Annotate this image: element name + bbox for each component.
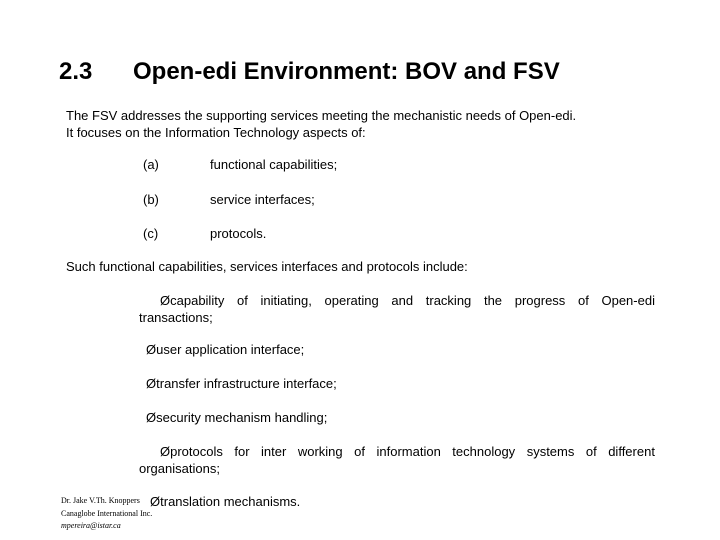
word: working	[297, 444, 343, 459]
word: for	[234, 444, 250, 459]
word: and	[391, 293, 414, 308]
word: capability	[170, 293, 225, 308]
word: of	[577, 293, 589, 308]
bullet-user-app	[146, 342, 304, 357]
item-text-a: functional capabilities;	[210, 157, 338, 172]
bullet-protocols	[160, 444, 655, 459]
footer-email: mpereira@istar.ca	[61, 521, 121, 530]
bullet-security	[146, 410, 327, 425]
section-number: 2.3	[59, 58, 93, 85]
arrow-bullet-icon: Ø	[146, 410, 157, 425]
item-text-b: service interfaces;	[210, 192, 315, 207]
footer-company: Canaglobe International Inc.	[61, 509, 153, 518]
word: the	[483, 293, 503, 308]
arrow-bullet-icon: Ø	[160, 444, 171, 459]
word: Open-edi	[601, 293, 655, 308]
word: of	[585, 444, 597, 459]
bullet-capability-cont: transactions;	[139, 310, 213, 325]
word: of	[237, 293, 248, 308]
word: operating	[324, 293, 379, 308]
arrow-bullet-icon: Ø	[150, 494, 161, 509]
arrow-bullet-icon: Ø	[160, 293, 171, 308]
word: initiating,	[260, 293, 312, 308]
bullet-text: security mechanism handling;	[156, 410, 328, 425]
bullet-text: user application interface;	[156, 342, 305, 357]
arrow-bullet-icon: Ø	[146, 342, 157, 357]
bullet-transfer	[146, 376, 337, 391]
word: systems	[526, 444, 575, 459]
intro-line-2: It focuses on the Information Technology aspects of:	[66, 125, 366, 140]
item-key-b: (b)	[143, 192, 159, 207]
item-text-c: protocols.	[210, 226, 267, 241]
word: technology	[452, 444, 516, 459]
word: different	[608, 444, 655, 459]
bullet-text: translation mechanisms.	[160, 494, 301, 509]
word: protocols	[170, 444, 223, 459]
word: of	[354, 444, 365, 459]
intro-line-1: The FSV addresses the supporting services meeting the mechanistic needs of Open-edi.	[66, 108, 577, 123]
word: progress	[514, 293, 566, 308]
include-line: Such functional capabilities, services interfaces and protocols include:	[66, 259, 468, 274]
item-key-c: (c)	[143, 226, 159, 241]
word: inter	[261, 444, 287, 459]
bullet-protocols-cont: organisations;	[139, 461, 220, 476]
slide-title: Open-edi Environment: BOV and FSV	[133, 58, 560, 85]
footer-author: Dr. Jake V.Th. Knoppers	[61, 496, 140, 505]
word: tracking	[425, 293, 472, 308]
item-key-a: (a)	[143, 157, 159, 172]
bullet-text: transfer infrastructure interface;	[156, 376, 337, 391]
word: information	[376, 444, 441, 459]
bullet-translation	[150, 494, 300, 509]
bullet-capability	[160, 293, 655, 308]
arrow-bullet-icon: Ø	[146, 376, 157, 391]
